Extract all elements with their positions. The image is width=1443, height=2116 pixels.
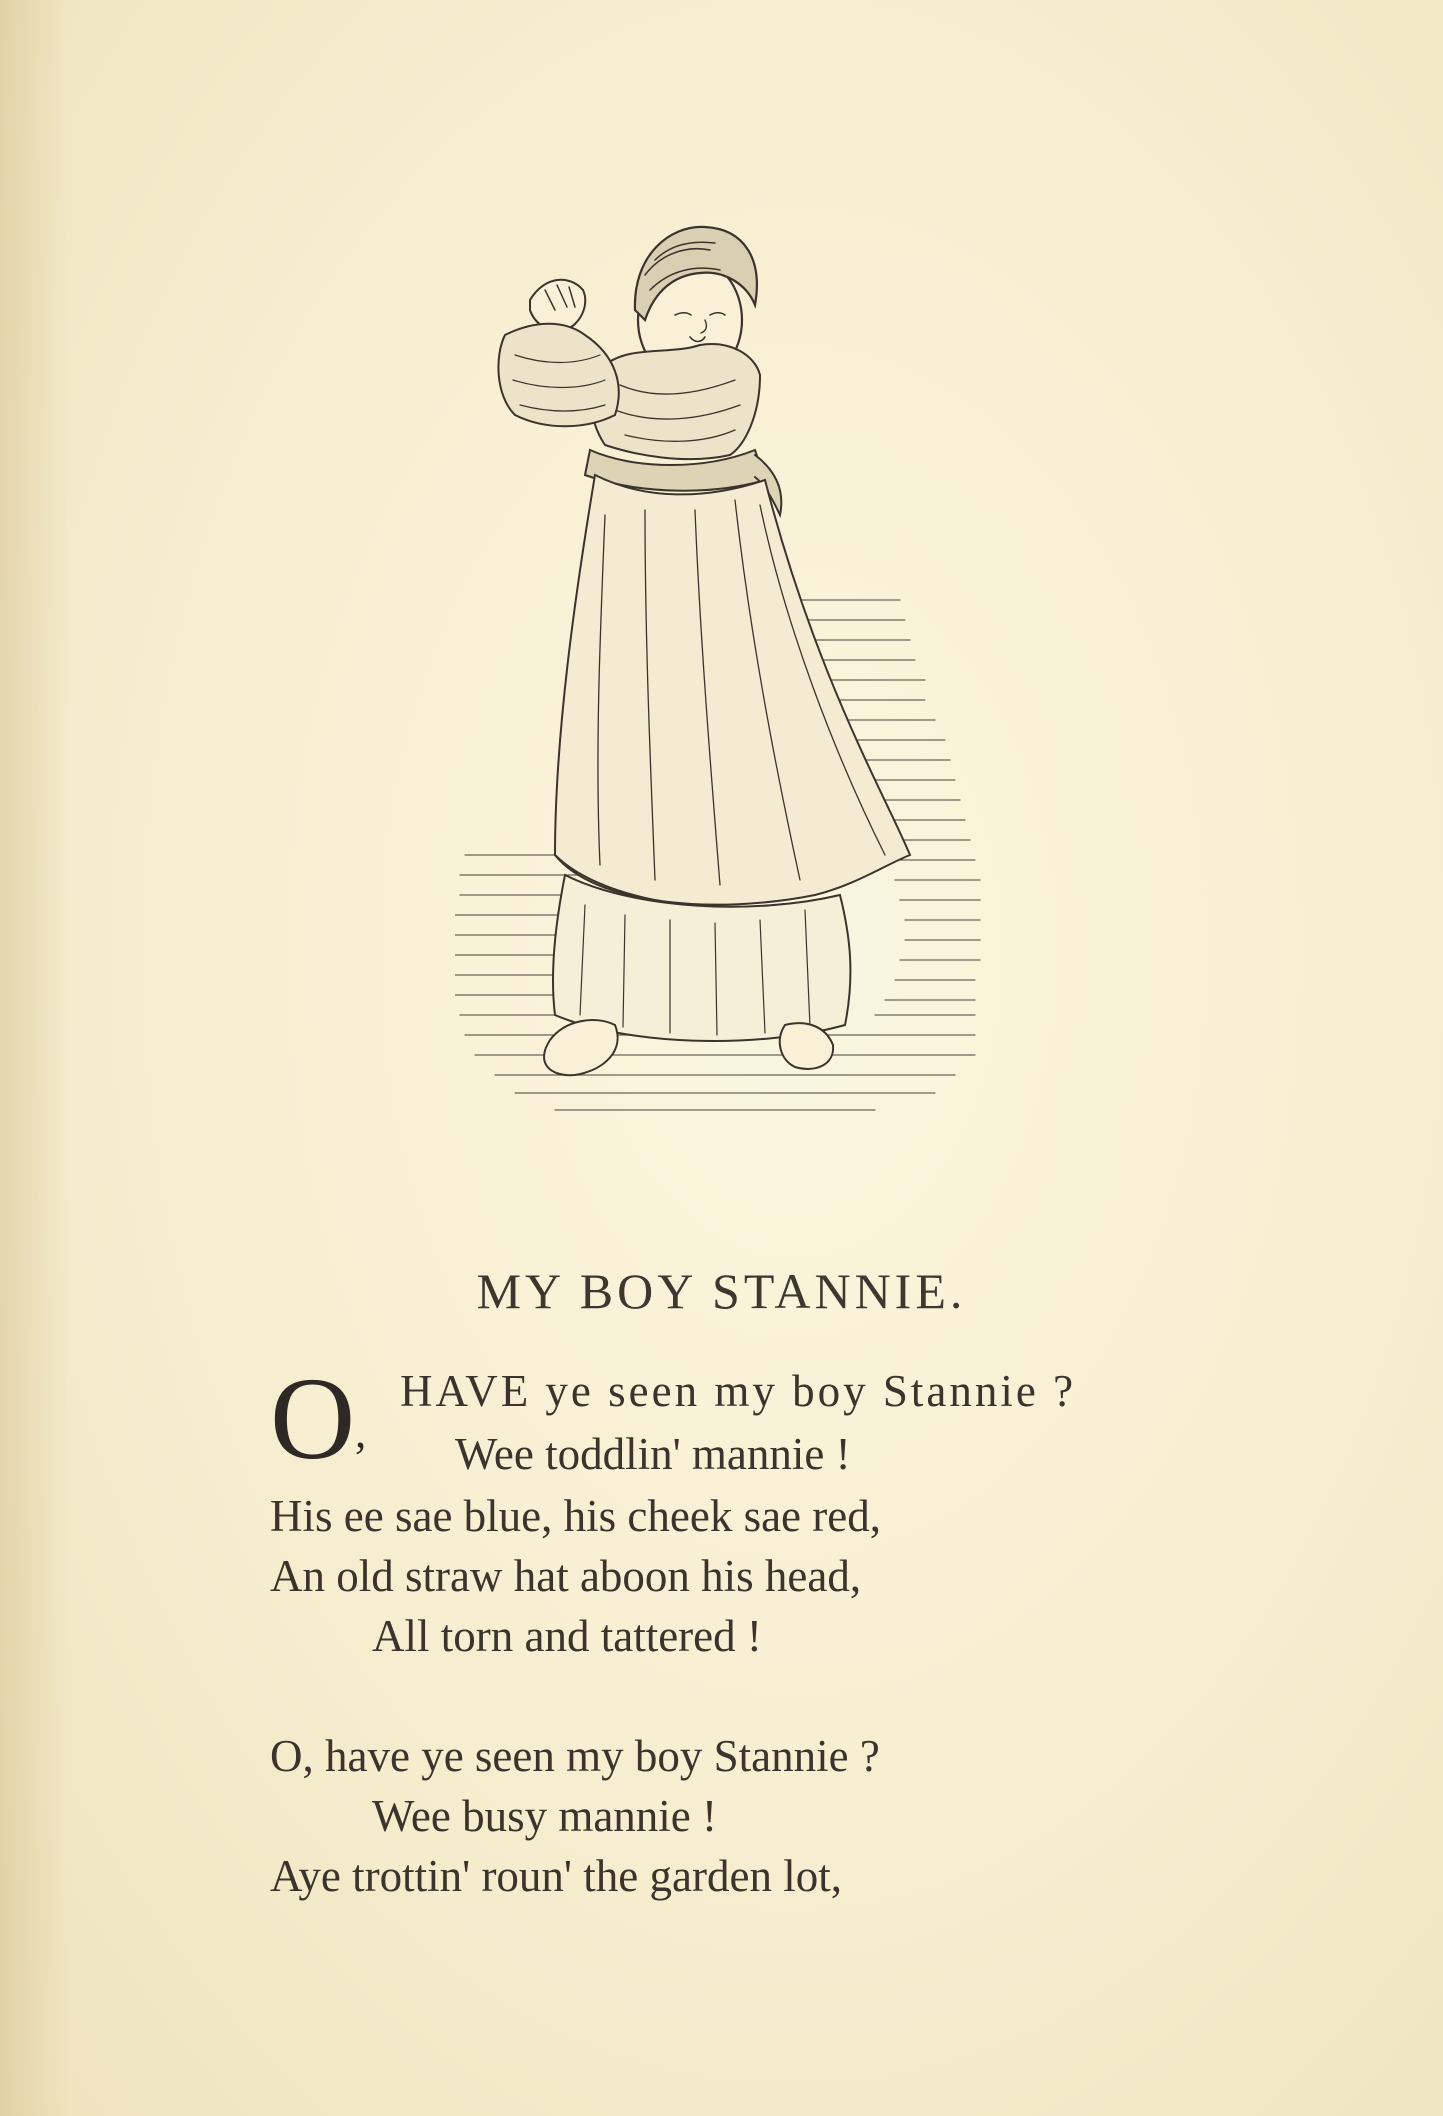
stanza1-line5: All torn and tattered ! <box>372 1611 762 1661</box>
page-gutter-shadow <box>0 0 70 2116</box>
drop-cap-comma: , <box>355 1407 367 1457</box>
stanza1-line4: An old straw hat aboon his head, <box>270 1551 862 1601</box>
raised-arm <box>498 324 618 427</box>
stanza1-line3: His ee sae blue, his cheek sae red, <box>270 1491 881 1541</box>
drop-cap: O <box>270 1353 356 1484</box>
stanza1-line1: HAVE ye seen my boy Stannie ? <box>400 1366 1077 1416</box>
engraving-illustration <box>455 215 1015 1175</box>
stanza2-line2: Wee busy mannie ! <box>372 1791 718 1841</box>
clasped-hands <box>530 280 585 331</box>
poem-title: MY BOY STANNIE. <box>476 1263 967 1319</box>
stanza1-line2: Wee toddlin' mannie ! <box>455 1429 851 1479</box>
stanza2-line1: O, have ye seen my boy Stannie ? <box>270 1731 880 1781</box>
long-skirt <box>555 475 910 909</box>
stanza2-line3: Aye trottin' roun' the garden lot, <box>270 1851 842 1901</box>
